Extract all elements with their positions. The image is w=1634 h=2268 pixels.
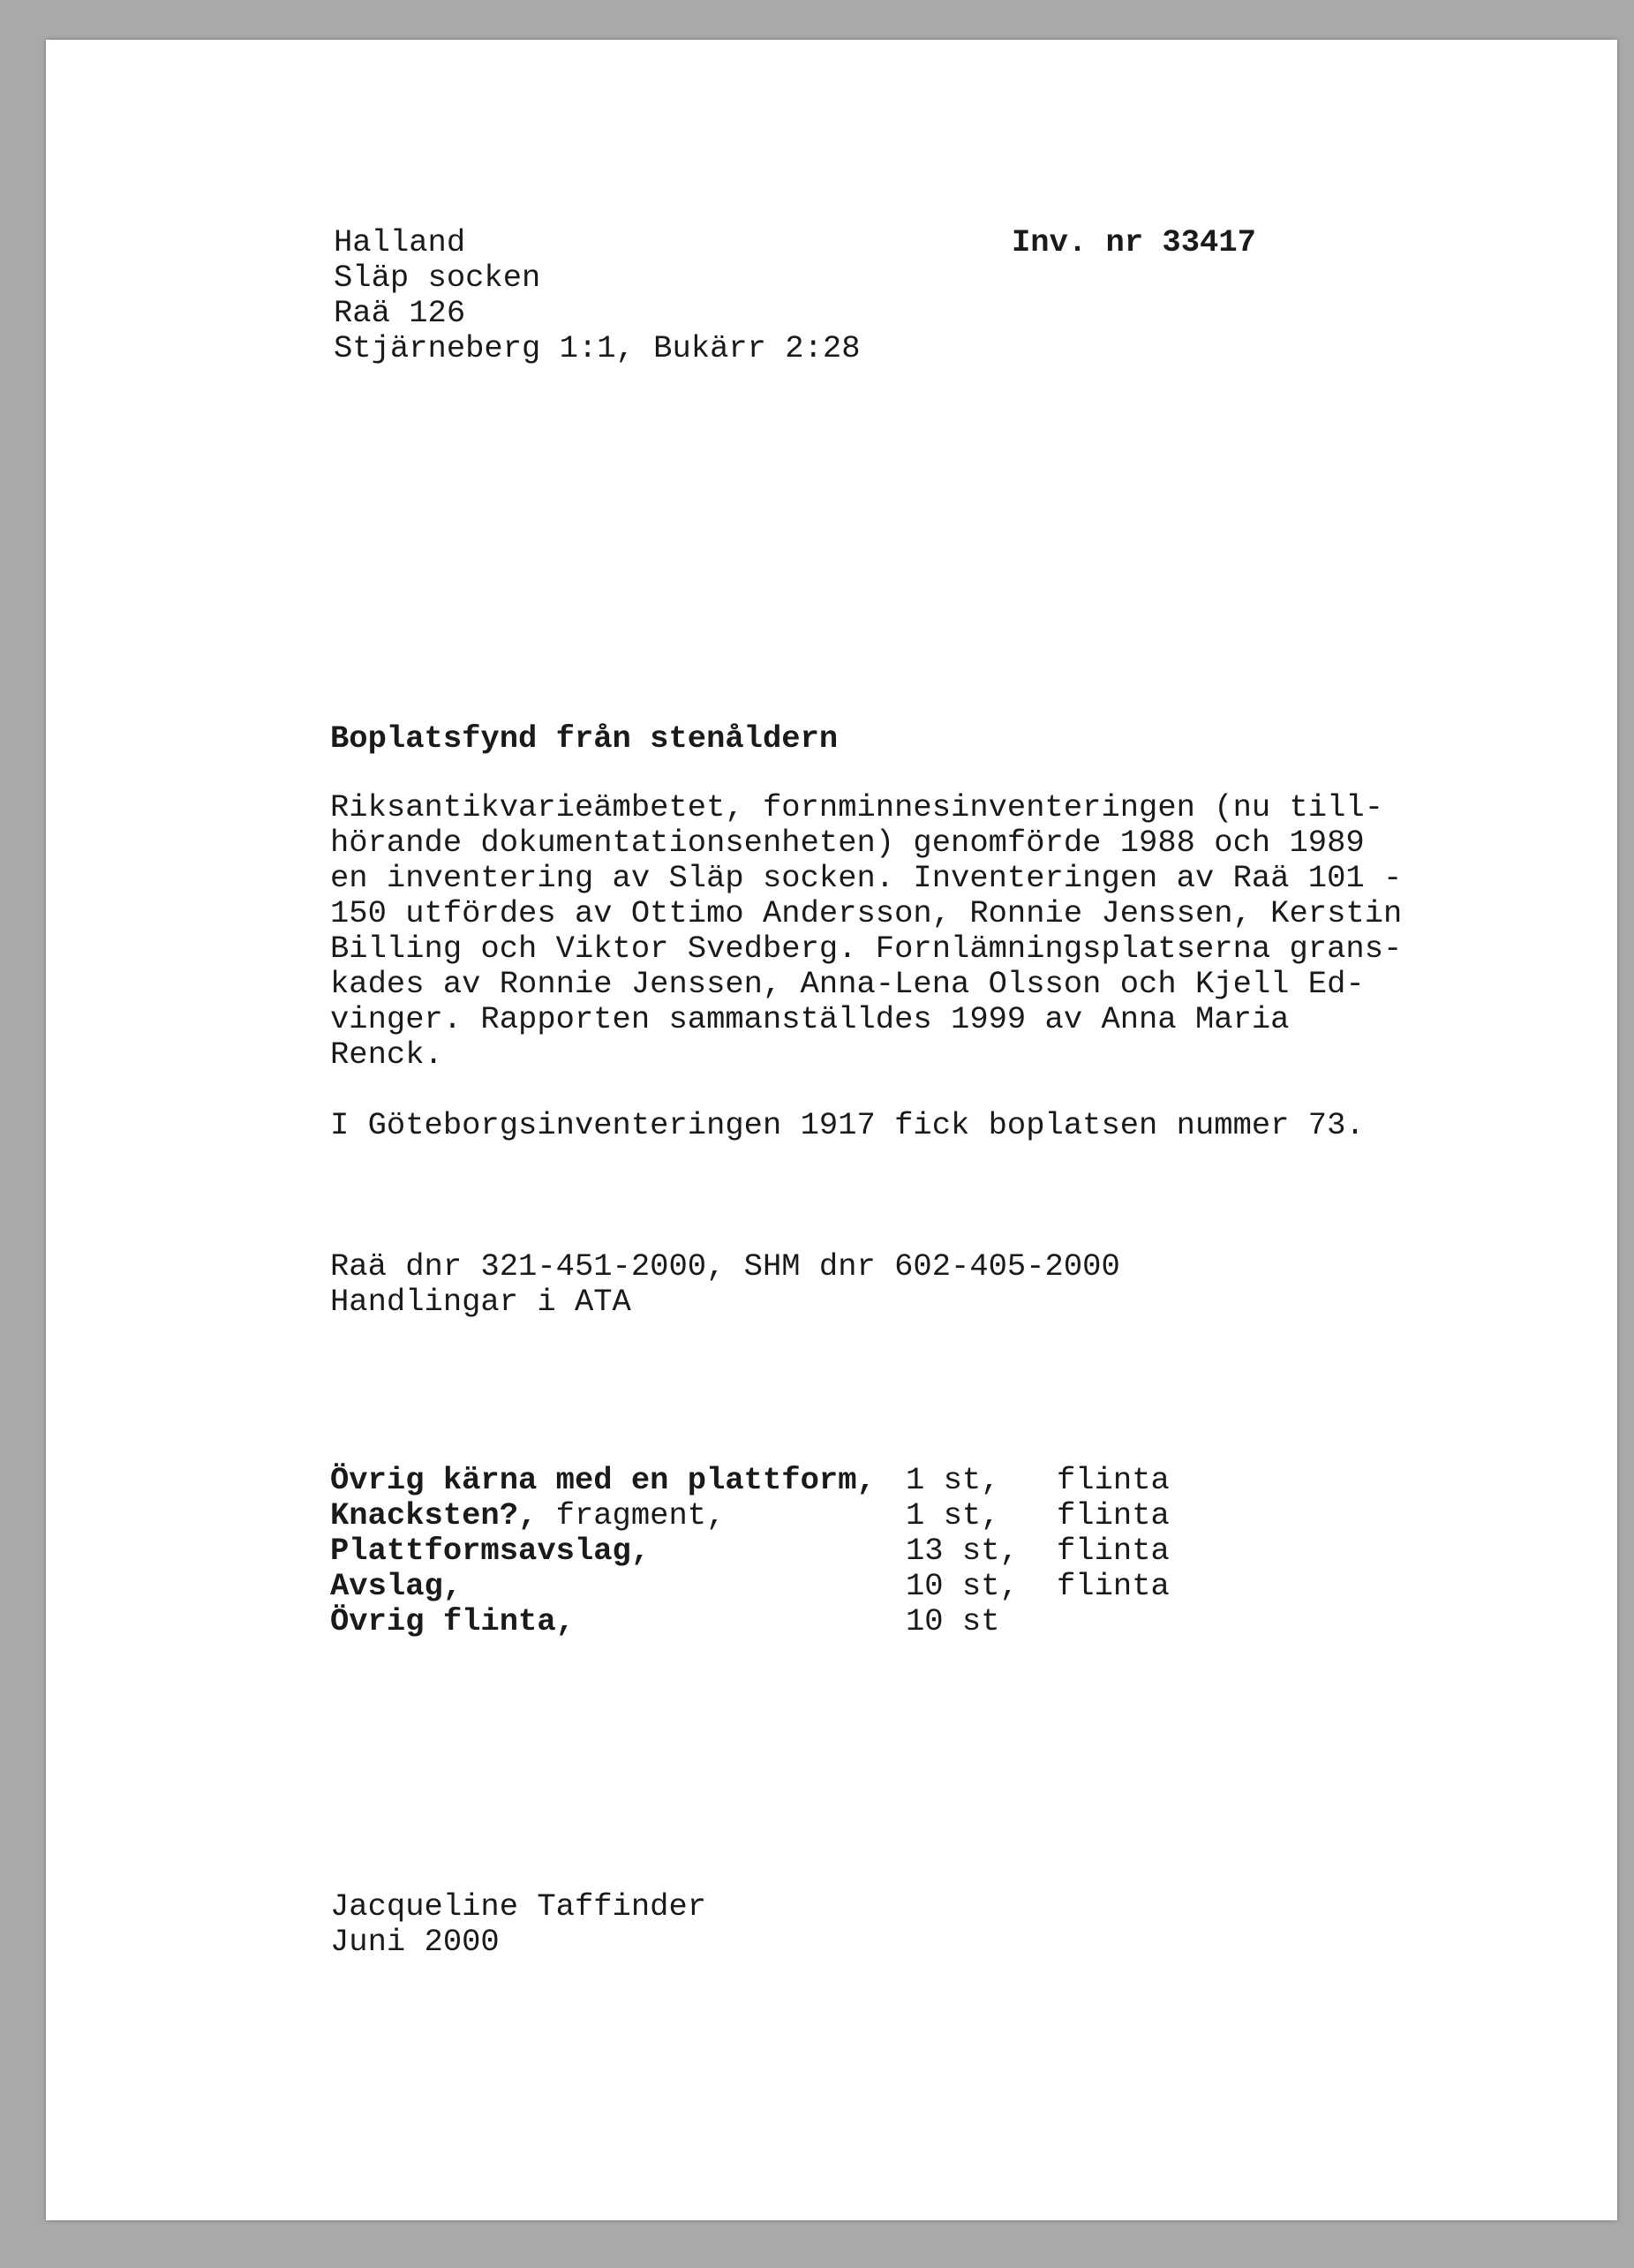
find-note: fragment, (537, 1497, 726, 1533)
reference-line: Handlingar i ATA (330, 1284, 631, 1320)
find-name: Övrig kärna med en plattform, (330, 1462, 876, 1498)
address-line-property: Stjärneberg 1:1, Bukärr 2:28 (334, 330, 861, 366)
find-material: flinta (1057, 1497, 1170, 1533)
address-line-county: Halland (334, 224, 466, 260)
find-material: flinta (1057, 1533, 1170, 1569)
body-line: 150 utfördes av Ottimo Andersson, Ronnie Jenssen, Kerstin (330, 895, 1403, 931)
find-quantity: 10 st, (906, 1568, 1019, 1604)
inventory-number: Inv. nr 33417 (1012, 224, 1256, 260)
find-name: Övrig flinta, (330, 1603, 575, 1639)
address-line-parish: Släp socken (334, 260, 541, 296)
body-line: vinger. Rapporten sammanställdes 1999 av Anna Maria (330, 1001, 1290, 1037)
find-name: Knacksten?, (330, 1497, 538, 1533)
find-material: flinta (1057, 1568, 1170, 1604)
find-name-cell (330, 1498, 725, 1533)
find-material: flinta (1057, 1462, 1170, 1498)
find-name: Avslag, (330, 1568, 463, 1604)
find-quantity: 1 st, (906, 1462, 1000, 1498)
reference-line: Raä dnr 321-451-2000, SHM dnr 602-405-2000 (330, 1248, 1120, 1285)
body-line: Billing och Viktor Svedberg. Fornlämningsplatserna grans- (330, 931, 1403, 967)
signature-date: Juni 2000 (330, 1924, 500, 1960)
find-quantity: 10 st (906, 1603, 1000, 1639)
document-title: Boplatsfynd från stenåldern (330, 720, 839, 757)
signature-name: Jacqueline Taffinder (330, 1888, 707, 1925)
body-line: kades av Ronnie Jenssen, Anna-Lena Olsson och Kjell Ed- (330, 966, 1365, 1002)
body-line: Renck. (330, 1036, 443, 1073)
document-page (46, 40, 1617, 2220)
inventory-note: I Göteborgsinventeringen 1917 fick boplatsen nummer 73. (330, 1107, 1365, 1143)
address-line-raa: Raä 126 (334, 295, 466, 331)
body-line: Riksantikvarieämbetet, fornminnesinventeringen (nu till- (330, 789, 1383, 825)
find-name: Plattformsavslag, (330, 1533, 651, 1569)
find-quantity: 1 st, (906, 1497, 1000, 1533)
body-line: en inventering av Släp socken. Inventeringen av Raä 101 - (330, 860, 1403, 896)
find-quantity: 13 st, (906, 1533, 1019, 1569)
body-line: hörande dokumentationsenheten) genomförde 1988 och 1989 (330, 825, 1365, 861)
